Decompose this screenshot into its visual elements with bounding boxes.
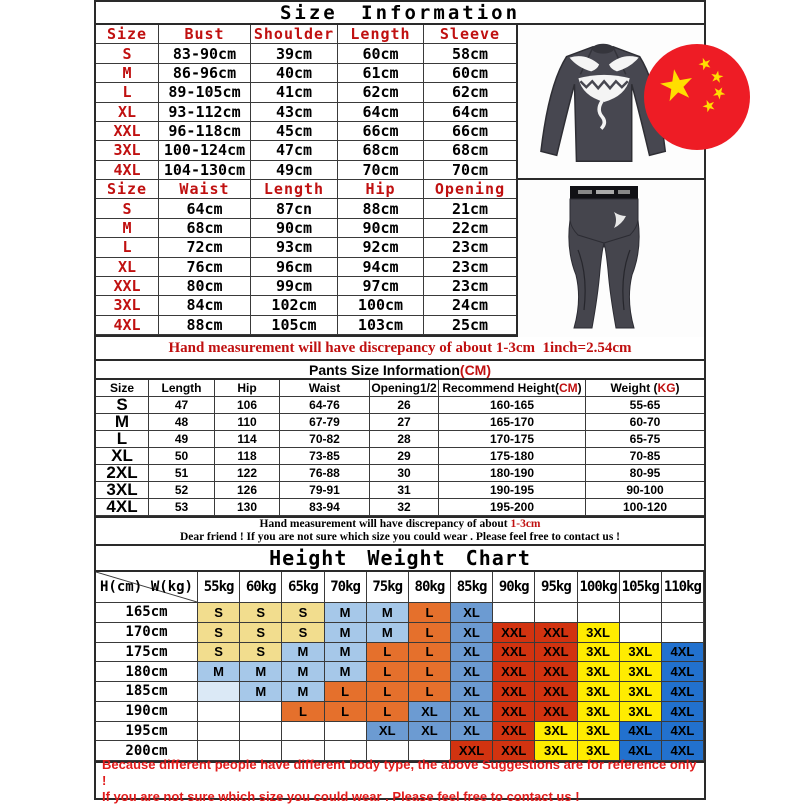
hw-height-label: H(cm) [100,579,143,595]
pants-basic-cell: 80cm [159,277,251,296]
hw-cell: 3XL [578,722,620,742]
hw-cell: L [409,643,451,663]
pants-table-cell: S [96,397,149,414]
pants-table-cell: 28 [370,431,439,448]
shirt-table-cell: 64cm [338,103,424,122]
pants-table-cell: 2XL [96,465,149,482]
pants-table-cell: 126 [215,482,280,499]
pants-table-cell: 51 [149,465,215,482]
disclaimer-line-2: If you are not sure which size you could wear . Please feel free to contact us ! [102,788,580,804]
hw-cell: 3XL [620,662,662,682]
hw-cell: XL [451,722,493,742]
pants-basic-cell: 4XL [96,316,159,335]
pants-basic-cell-header: Hip [338,180,424,199]
pants-table-cell: 70-82 [280,431,370,448]
hw-cell: XXL [535,702,577,722]
pants-basic-size-table [96,180,516,335]
hw-cell [240,722,282,742]
shirt-table-cell-header: Bust [159,25,251,44]
pants-basic-cell: 96cm [251,258,338,277]
pants-basic-cell: 100cm [338,296,424,315]
pants-table-cell: 122 [215,465,280,482]
hw-cell: S [240,623,282,643]
pants-table-cell-header: Hip [215,380,280,397]
pants-table-cell: 165-170 [439,414,586,431]
note-line-2: Dear friend ! If you are not sure which size you could wear . Please feel free to contact us ! [179,531,620,543]
hw-row-label: 195cm [96,722,198,742]
hw-cell: S [198,643,240,663]
pants-table-cell: 26 [370,397,439,414]
pants-basic-cell: 97cm [338,277,424,296]
hw-cell: XL [451,623,493,643]
pants-table-cell: 175-180 [439,448,586,465]
hw-cell: XXL [493,722,535,742]
shirt-table-cell: 58cm [424,44,516,63]
pants-table-cell: 53 [149,499,215,516]
hw-cell: 4XL [662,643,704,663]
pants-table-cell-header: Recommend Height( CM ) [439,380,586,397]
pants-table-cell: 32 [370,499,439,516]
hw-cell: 3XL [620,682,662,702]
pants-table-cell: 190-195 [439,482,586,499]
hw-cell [535,603,577,623]
pants-table-cell: 83-94 [280,499,370,516]
shirt-table-cell: 45cm [251,122,338,141]
shirt-table-cell: 40cm [251,64,338,83]
pants-basic-cell: XXL [96,277,159,296]
hw-cell: XXL [535,662,577,682]
hw-cell: S [282,623,324,643]
shirt-table-cell: L [96,83,159,102]
note-box [96,518,704,546]
pants-size-table [96,380,704,518]
hw-cell: 3XL [578,741,620,761]
shirt-table-cell: 89-105cm [159,83,251,102]
hw-cell [282,722,324,742]
hw-col-header: 70kg [325,572,367,603]
hw-col-header: 110kg [662,572,704,603]
pants-basic-cell-header: Length [251,180,338,199]
shirt-table-cell: 70cm [424,161,516,180]
hw-cell: 3XL [620,643,662,663]
pants-table-cell-header: Waist [280,380,370,397]
hw-row-label: 190cm [96,702,198,722]
hw-col-header: 100kg [578,572,620,603]
pants-basic-cell: 76cm [159,258,251,277]
pants-basic-cell: 93cm [251,238,338,257]
pants-table-cell: 79-91 [280,482,370,499]
pants-basic-cell: 105cm [251,316,338,335]
pants-basic-cell: 99cm [251,277,338,296]
shirt-table-cell: 86-96cm [159,64,251,83]
shirt-table-cell-header: Size [96,25,159,44]
pants-table-cell: 4XL [96,499,149,516]
hw-cell: XXL [451,741,493,761]
hw-weight-label: W(kg) [150,579,193,595]
hw-cell: 4XL [662,702,704,722]
shirt-table-cell: 39cm [251,44,338,63]
pants-table-cell: 60-70 [586,414,704,431]
hw-cell: XL [451,662,493,682]
product-pants-image [518,180,704,337]
hw-cell: XL [451,643,493,663]
hw-cell: M [282,662,324,682]
shirt-table-cell: 49cm [251,161,338,180]
pants-basic-cell: 24cm [424,296,516,315]
pants-table-cell: XL [96,448,149,465]
pants-table-cell: 90-100 [586,482,704,499]
hw-cell: 3XL [578,682,620,702]
pants-table-cell: 29 [370,448,439,465]
pants-table-cell: 65-75 [586,431,704,448]
pants-table-cell: 73-85 [280,448,370,465]
hw-cell: L [409,623,451,643]
shirt-table-cell: 100-124cm [159,141,251,160]
shirt-table-cell: 66cm [424,122,516,141]
hw-cell: M [367,603,409,623]
hw-cell: 3XL [535,741,577,761]
pants-table-cell: 106 [215,397,280,414]
pants-table-cell: 76-88 [280,465,370,482]
hw-cell: S [282,603,324,623]
upper-section [96,25,704,337]
hw-cell: 3XL [535,722,577,742]
shirt-table-cell: 96-118cm [159,122,251,141]
hw-cell [578,603,620,623]
shirt-table-cell: 83-90cm [159,44,251,63]
note-line-1: Hand measurement will have discrepancy of about 1-3cm [259,518,541,530]
shirt-table-cell: 70cm [338,161,424,180]
pants-basic-cell: 23cm [424,238,516,257]
hw-cell: XXL [535,643,577,663]
hw-cell: XXL [535,623,577,643]
hw-cell: L [282,702,324,722]
hw-cell: L [325,702,367,722]
pants-table-cell: M [96,414,149,431]
pants-basic-cell: 22cm [424,219,516,238]
hw-cell: XL [451,682,493,702]
hw-cell: 3XL [620,702,662,722]
pants-basic-cell: XL [96,258,159,277]
shirt-table-cell: 62cm [338,83,424,102]
hw-cell [662,603,704,623]
pants-basic-cell: 23cm [424,258,516,277]
pants-table-cell: 195-200 [439,499,586,516]
hw-col-header: 60kg [240,572,282,603]
hw-cell: M [367,623,409,643]
pants-table-cell: L [96,431,149,448]
hw-cell: L [409,603,451,623]
hw-cell: M [240,682,282,702]
pants-table-cell: 118 [215,448,280,465]
pants-table-cell: 31 [370,482,439,499]
hw-cell: M [198,662,240,682]
page-title: Size Information [96,2,704,25]
pants-basic-cell: S [96,199,159,218]
pants-table-cell: 52 [149,482,215,499]
hw-cell: 4XL [662,722,704,742]
hw-cell: S [240,643,282,663]
pants-basic-cell: 88cm [338,199,424,218]
hw-cell [325,722,367,742]
pants-table-cell: 114 [215,431,280,448]
pants-table-cell-header: Weight ( KG ) [586,380,704,397]
shirt-table-cell: 62cm [424,83,516,102]
shirt-table-cell: XXL [96,122,159,141]
pants-table-cell: 47 [149,397,215,414]
pants-table-cell: 170-175 [439,431,586,448]
size-chart-sheet [94,0,706,804]
pants-table-cell: 50 [149,448,215,465]
hw-cell: L [367,702,409,722]
pants-table-cell: 49 [149,431,215,448]
hw-col-header: 105kg [620,572,662,603]
shirt-table-cell-header: Shoulder [251,25,338,44]
hw-cell: XL [409,722,451,742]
hw-cell: M [282,643,324,663]
hw-cell: XL [367,722,409,742]
hw-cell: L [325,682,367,702]
hw-cell: 4XL [620,722,662,742]
hw-cell: M [325,662,367,682]
pants-basic-cell: L [96,238,159,257]
hw-cell: S [240,603,282,623]
shirt-table-cell: XL [96,103,159,122]
shirt-table-cell: 93-112cm [159,103,251,122]
hw-cell: M [325,643,367,663]
pants-basic-cell: 3XL [96,296,159,315]
shirt-table-cell: 47cm [251,141,338,160]
pants-table-cell: 110 [215,414,280,431]
shirt-table-cell-header: Sleeve [424,25,516,44]
pants-table-cell: 100-120 [586,499,704,516]
shirt-table-cell: 104-130cm [159,161,251,180]
hw-col-header: 80kg [409,572,451,603]
hw-cell: XXL [493,741,535,761]
hw-cell: XXL [493,682,535,702]
pants-basic-cell: 88cm [159,316,251,335]
pants-table-cell: 55-65 [586,397,704,414]
shirt-table-cell: 41cm [251,83,338,102]
hw-cell [240,702,282,722]
hw-cell: XXL [535,682,577,702]
pants-basic-cell: M [96,219,159,238]
pants-table-cell-header: Length [149,380,215,397]
hw-row-label: 165cm [96,603,198,623]
hw-cell: 3XL [578,702,620,722]
hw-col-header: 55kg [198,572,240,603]
hw-cell: 3XL [578,623,620,643]
hw-cell [620,603,662,623]
pants-table-cell: 70-85 [586,448,704,465]
hw-col-header: 75kg [367,572,409,603]
hw-cell: 3XL [578,643,620,663]
pants-basic-cell-header: Opening [424,180,516,199]
hw-cell: M [282,682,324,702]
pants-basic-cell: 72cm [159,238,251,257]
pants-basic-cell: 103cm [338,316,424,335]
hw-col-header: 90kg [493,572,535,603]
hw-cell: L [409,682,451,702]
hw-col-header: 85kg [451,572,493,603]
hw-row-label: 180cm [96,662,198,682]
measurement-discrepancy-banner: Hand measurement will have discrepancy of about 1-3cm 1inch=2.54cm [96,337,704,361]
height-weight-chart [96,572,704,763]
shirt-table-cell-header: Length [338,25,424,44]
pants-table-cell: 130 [215,499,280,516]
hw-row-label: 170cm [96,623,198,643]
shirt-table-cell: 60cm [424,64,516,83]
pants-basic-cell-header: Size [96,180,159,199]
pants-table-cell-header: Size [96,380,149,397]
shirt-table-cell: 60cm [338,44,424,63]
hw-cell: S [198,603,240,623]
hw-col-header: 65kg [282,572,324,603]
hw-cell: 4XL [620,741,662,761]
pants-basic-cell: 102cm [251,296,338,315]
hw-cell: XXL [493,702,535,722]
pants-basic-cell: 25cm [424,316,516,335]
hw-cell: L [367,682,409,702]
pants-table-cell: 64-76 [280,397,370,414]
pants-basic-cell-header: Waist [159,180,251,199]
shirt-table-cell: 68cm [338,141,424,160]
hw-row-label: 200cm [96,741,198,761]
hw-cell [198,702,240,722]
hw-cell: XXL [493,643,535,663]
hw-cell [198,682,240,702]
hw-cell: XL [451,702,493,722]
pants-size-info-title: Pants Size Information (CM) [96,361,704,380]
hw-cell: 4XL [662,741,704,761]
shirt-table-cell: 61cm [338,64,424,83]
hw-cell: XL [409,702,451,722]
hw-cell [198,722,240,742]
pants-basic-cell: 90cm [338,219,424,238]
shirt-table-cell: 43cm [251,103,338,122]
pants-table-cell: 48 [149,414,215,431]
shirt-table-cell: 66cm [338,122,424,141]
shirt-table-cell: 68cm [424,141,516,160]
shirt-size-table [96,25,516,180]
hw-cell [620,623,662,643]
shirt-table-cell: 4XL [96,161,159,180]
shirt-table-cell: 3XL [96,141,159,160]
bottom-disclaimer [96,756,704,804]
pants-table-cell-header: Opening1/2 [370,380,439,397]
pants-basic-cell: 64cm [159,199,251,218]
pants-table-cell: 3XL [96,482,149,499]
pants-basic-cell: 94cm [338,258,424,277]
pants-table-cell: 80-95 [586,465,704,482]
hw-row-label: 185cm [96,682,198,702]
pants-table-cell: 30 [370,465,439,482]
pants-table-cell: 27 [370,414,439,431]
hw-cell: S [198,623,240,643]
hw-cell: L [409,662,451,682]
height-weight-chart-title: Height Weight Chart [96,546,704,572]
hw-cell: M [240,662,282,682]
hw-row-label: 175cm [96,643,198,663]
pants-basic-cell: 23cm [424,277,516,296]
hw-cell [662,623,704,643]
hw-cell: 4XL [662,662,704,682]
hw-col-header: 95kg [535,572,577,603]
upper-tables [96,25,516,335]
hw-cell: M [325,603,367,623]
china-flag-icon [644,44,750,150]
hw-cell: 3XL [578,662,620,682]
hw-cell: XXL [493,623,535,643]
pants-basic-cell: 21cm [424,199,516,218]
hw-cell: L [367,662,409,682]
pants-basic-cell: 90cm [251,219,338,238]
pants-basic-cell: 87cn [251,199,338,218]
hw-cell: M [325,623,367,643]
shirt-table-cell: 64cm [424,103,516,122]
pants-graphic [518,180,704,337]
hw-cell [493,603,535,623]
pants-table-cell: 180-190 [439,465,586,482]
hw-cell: 4XL [662,682,704,702]
disclaimer-line-1: Because different people have different body type, the above Suggestions are for reference only ! [102,756,697,788]
shirt-table-cell: S [96,44,159,63]
pants-basic-cell: 68cm [159,219,251,238]
shirt-table-cell: M [96,64,159,83]
pants-basic-cell: 84cm [159,296,251,315]
pants-table-cell: 67-79 [280,414,370,431]
hw-cell: XXL [493,662,535,682]
hw-corner-cell [96,572,198,603]
hw-cell: L [367,643,409,663]
pants-basic-cell: 92cm [338,238,424,257]
hw-cell: XL [451,603,493,623]
pants-table-cell: 160-165 [439,397,586,414]
